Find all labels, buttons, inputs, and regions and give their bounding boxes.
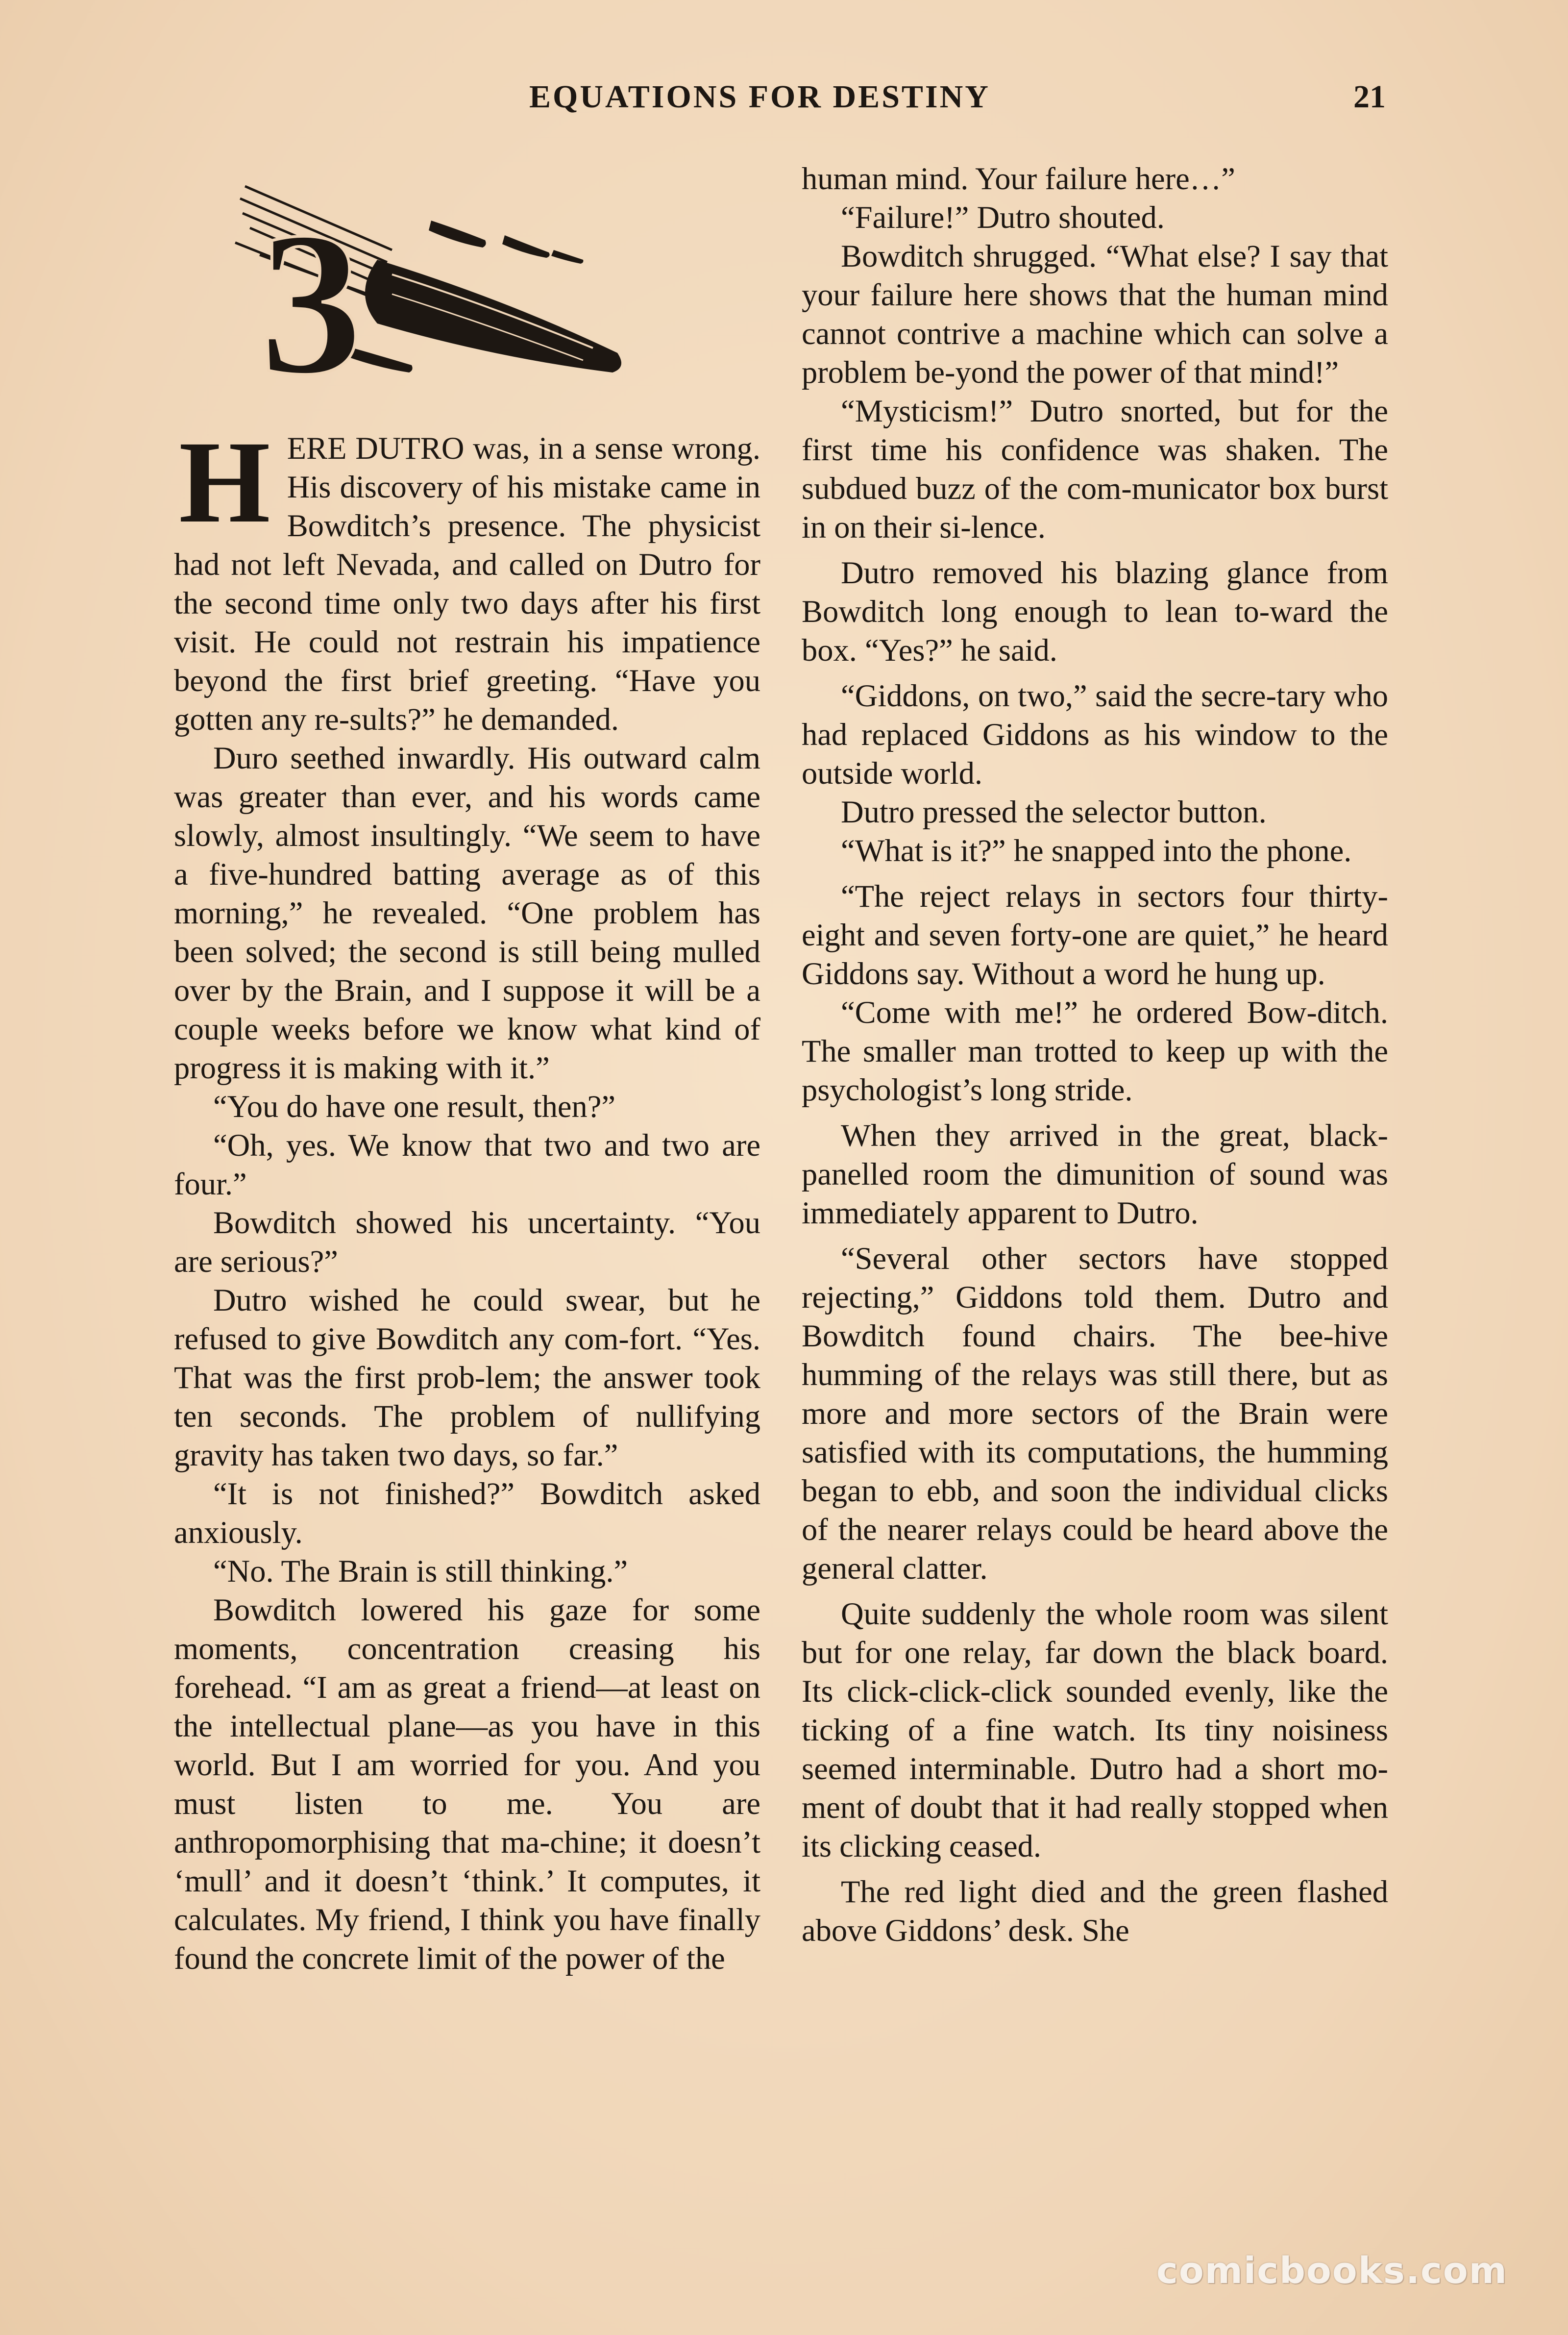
paragraph: Dutro removed his blazing glance from Bowditch long enough to lean to-ward the box. “Yes?” he said. xyxy=(802,555,1388,668)
paragraph: “You do have one result, then?” xyxy=(213,1089,615,1124)
page-number: 21 xyxy=(1353,79,1386,115)
paragraph: Bowditch lowered his gaze for some moments, concentration creasing his forehead. “I am as great a friend—at least on the intellectual plane—as you have in this world. But I am worried for you. And you must listen to me. You are anthropomorphising that ma-chine; it doesn’t ‘mull’ and it doesn’t ‘think.’ It computes, it calculates. My friend, I think you have finally found the concrete limit of the power of the xyxy=(174,1592,760,1976)
running-title: EQUATIONS FOR DESTINY xyxy=(529,79,990,115)
paragraph: “It is not finished?” Bowditch asked anxiously. xyxy=(174,1476,760,1550)
paragraph: Quite suddenly the whole room was silent but for one relay, far down the black board. Its click-click-click sounded evenly, like the ticking of a fine watch. Its tiny noisiness seemed interminable. Dutro had a short mo-ment of doubt that it had really stopped when its clicking ceased. xyxy=(802,1596,1388,1863)
paragraph: “Giddons, on two,” said the secre-tary who had replaced Giddons as his window to the outside world. xyxy=(802,678,1388,791)
opening-paragraph xyxy=(174,417,760,739)
paragraph: Bowditch shrugged. “What else? I say that your failure here shows that the human mind cannot contrive a machine which can solve a problem be-yond the power of that mind!” xyxy=(802,239,1388,390)
paragraph: “Mysticism!” Dutro snorted, but for the first time his confidence was shaken. The subdued buzz of the com-municator box burst in on their si-lence. xyxy=(802,394,1388,545)
paragraph: The red light died and the green flashed above Giddons’ desk. She xyxy=(802,1874,1388,1948)
drop-cap: H xyxy=(179,417,270,547)
chapter-number: 3 xyxy=(260,189,363,412)
chapter-illustration xyxy=(230,176,662,412)
paragraph: Dutro pressed the selector button. xyxy=(841,795,1267,829)
paragraph: “Several other sectors have stopped rejecting,” Giddons told them. Dutro and Bowditch found chairs. The bee-hive humming of the relays was still there, but as more and more sectors of the Brain were satisfied with its computations, the humming began to ebb, and soon the individual clicks of the nearer relays could be heard above the general clatter. xyxy=(802,1241,1388,1586)
paragraph: Dutro wished he could swear, but he refused to give Bowditch any com-fort. “Yes. That was the first prob-lem; the answer took ten seconds. The problem of nullifying gravity has taken two days, so far.” xyxy=(174,1283,760,1472)
paragraph: “Failure!” Dutro shouted. xyxy=(841,200,1165,235)
watermark: comicbooks.com xyxy=(1156,2250,1508,2292)
right-column xyxy=(802,159,1388,1950)
left-column xyxy=(174,417,760,1978)
paragraph: “What is it?” he snapped into the phone. xyxy=(841,833,1352,868)
paragraph-continued: human mind. Your failure here…” xyxy=(802,161,1235,196)
paragraph: When they arrived in the great, black-panelled room the dimunition of sound was immediately apparent to Dutro. xyxy=(802,1118,1388,1230)
paragraph: “Come with me!” he ordered Bow-ditch. The smaller man trotted to keep up with the psychologist’s long stride. xyxy=(802,995,1388,1107)
paragraph: “Oh, yes. We know that two and two are four.” xyxy=(174,1128,760,1201)
running-header xyxy=(0,74,1568,127)
paragraph: Bowditch showed his uncertainty. “You are serious?” xyxy=(174,1205,760,1279)
paragraph-text: ERE DUTRO was, in a sense wrong. His discovery of his mistake came in Bowditch’s presence. The physicist had not left Nevada, and called on Dutro for the second time only two days after his first visit. He could not restrain his impatience beyond the first brief greeting. “Have you gotten any re-sults?” he demanded. xyxy=(174,431,760,737)
paragraph: “No. The Brain is still thinking.” xyxy=(213,1554,628,1589)
paragraph: “The reject relays in sectors four thirty-eight and seven forty-one are quiet,” he heard Giddons say. Without a word he hung up. xyxy=(802,879,1388,991)
paragraph: Duro seethed inwardly. His outward calm was greater than ever, and his words came slowly, almost insultingly. “We seem to have a five-hundred batting average as of this morning,” he revealed. “One problem has been solved; the second is still being mulled over by the Brain, and I suppose it will be a couple weeks before we know what kind of progress it is making with it.” xyxy=(174,741,760,1085)
